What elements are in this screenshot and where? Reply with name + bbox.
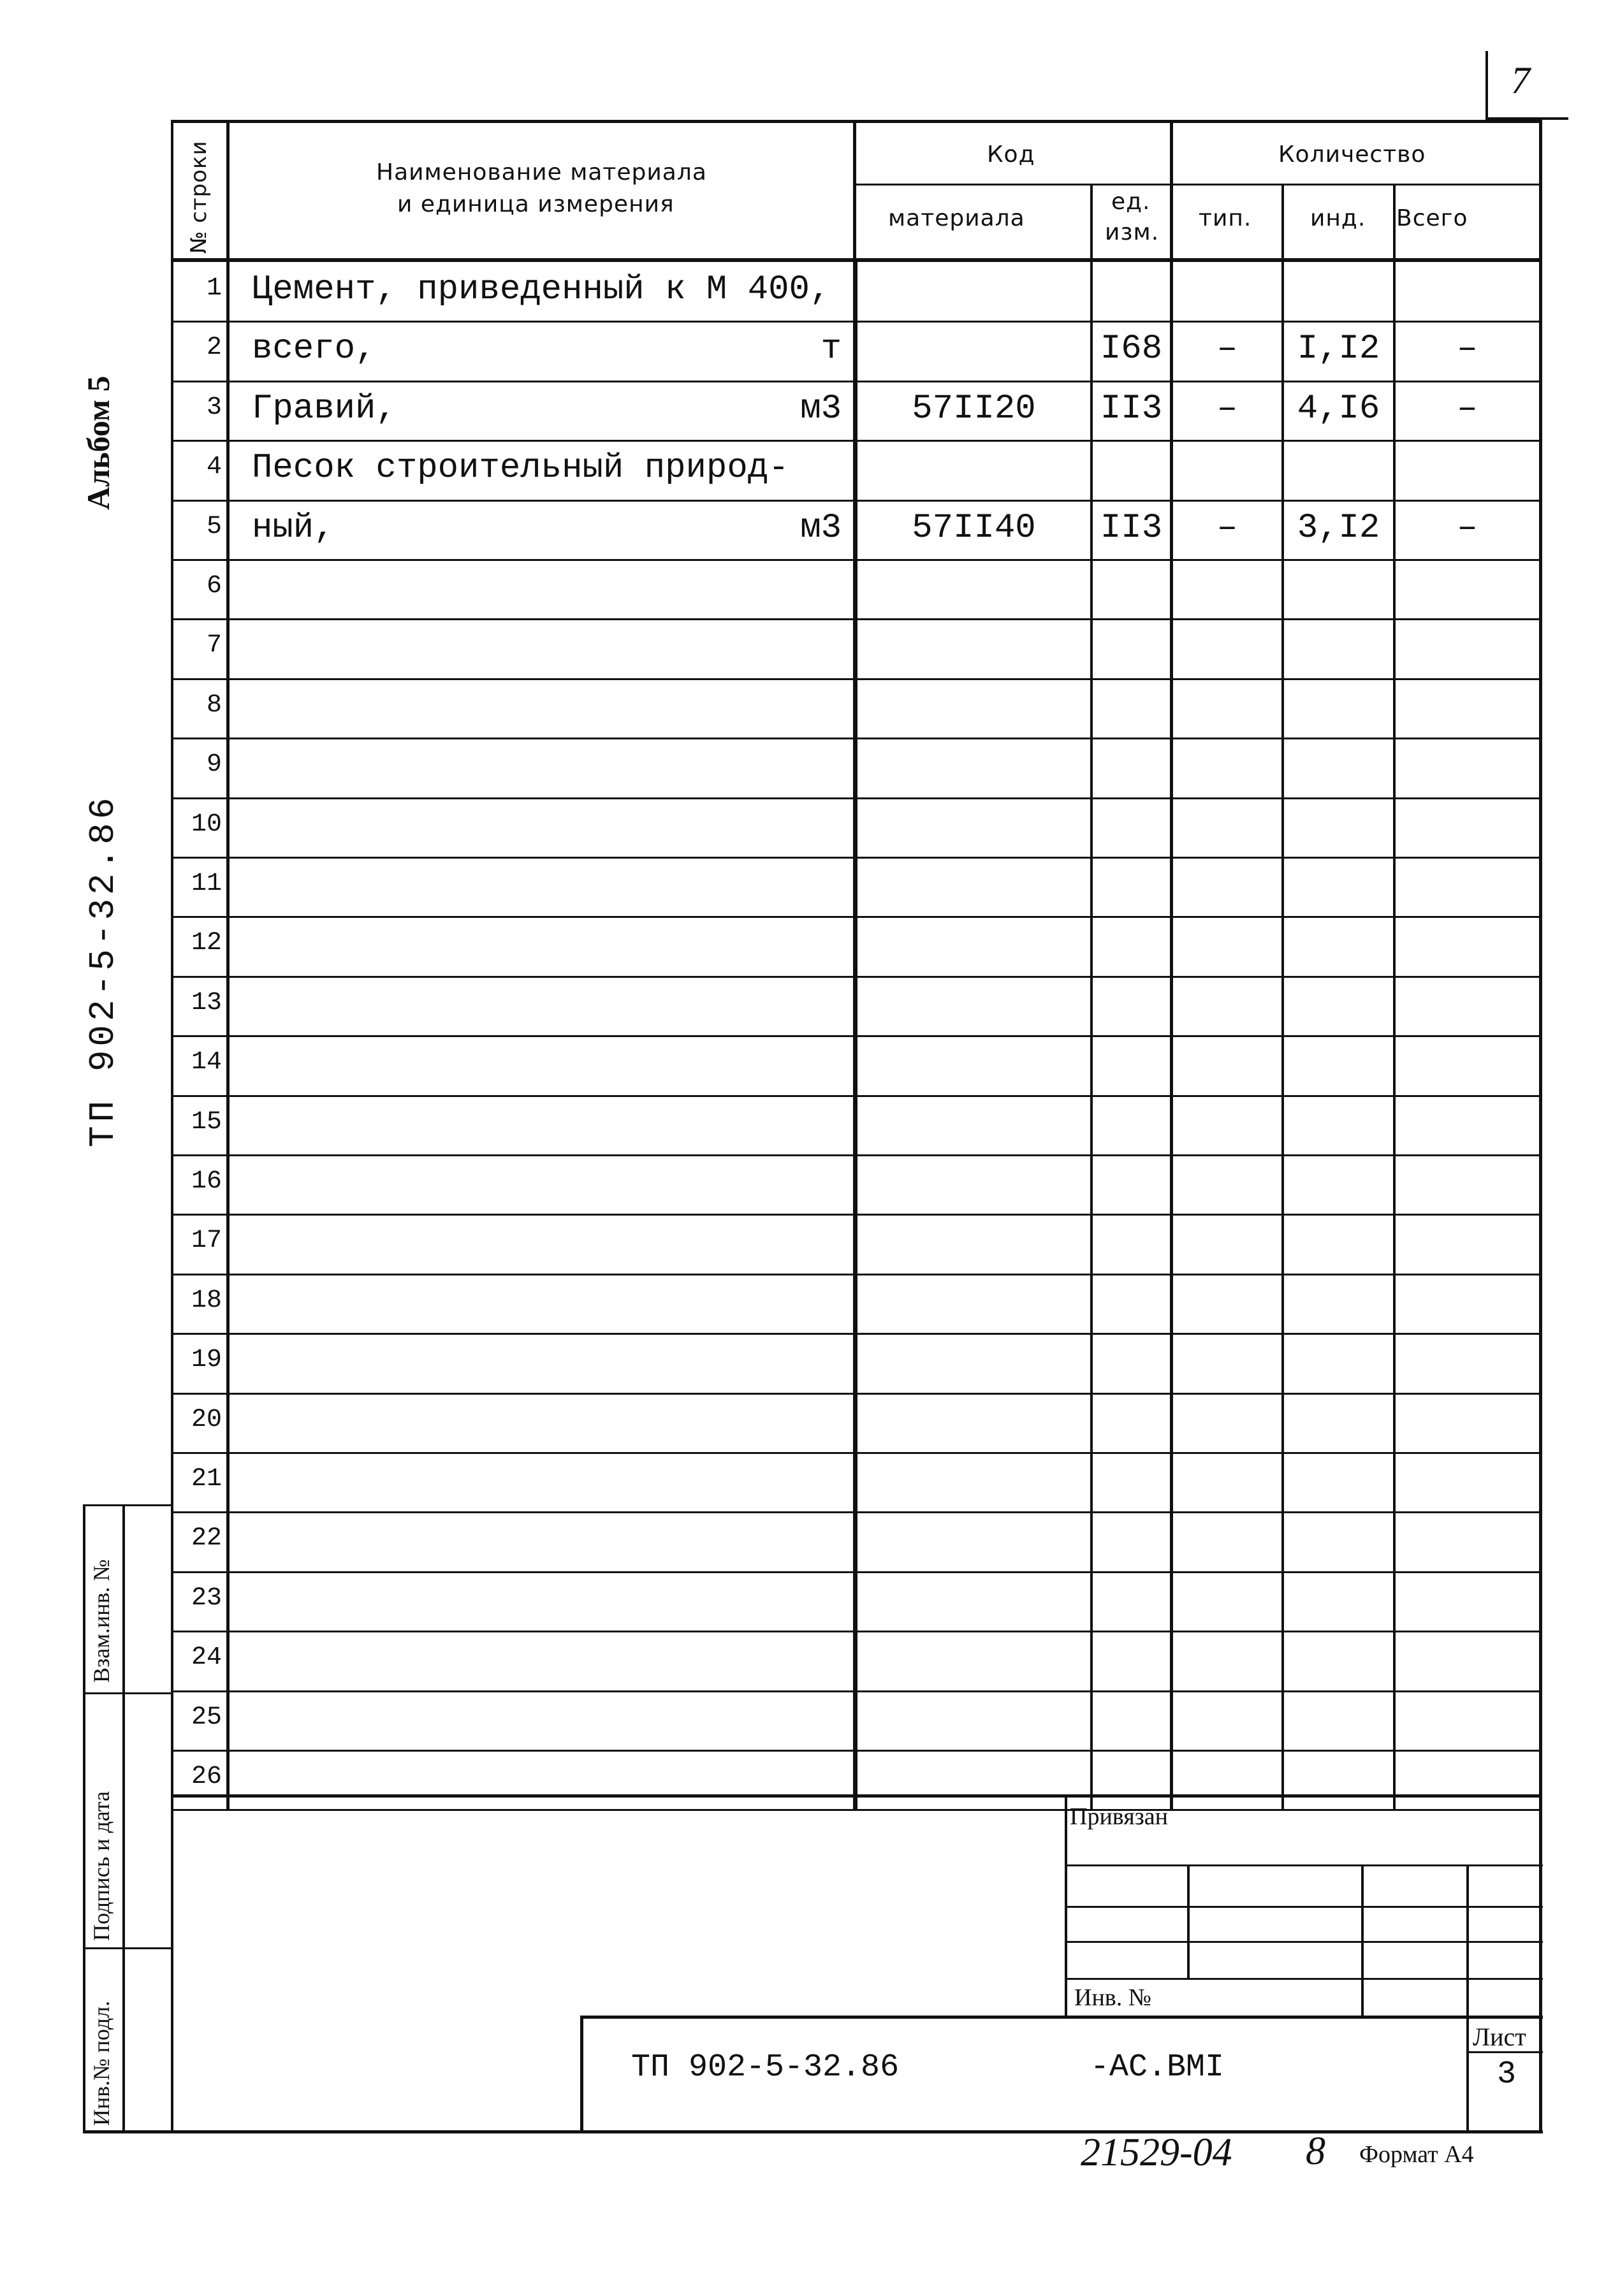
row-number: 13	[191, 989, 222, 1017]
header-code: Код	[987, 142, 1035, 168]
header-ind: инд.	[1310, 205, 1366, 231]
row-number: 5	[206, 512, 222, 541]
row-rule	[171, 381, 1542, 382]
row-number: 23	[191, 1584, 222, 1613]
cell-typ: –	[1216, 509, 1238, 548]
row-rule	[171, 1809, 1542, 1811]
row-number: 21	[191, 1465, 222, 1493]
row-rule	[171, 1750, 1542, 1752]
stamp-inv-no: Инв. №	[1074, 1984, 1151, 2011]
cell-unit: т	[821, 330, 842, 368]
row-rule	[171, 916, 1542, 918]
row-number: 10	[191, 810, 222, 839]
header-typ: тип.	[1199, 205, 1252, 231]
side-stamp-inv: Инв.№ подл.	[89, 2000, 114, 2126]
header-unit-code-1: ед.	[1111, 189, 1151, 215]
row-number: 2	[206, 333, 222, 362]
cell-total: –	[1457, 509, 1478, 548]
stamp-sheet-label: Лист	[1473, 2023, 1526, 2051]
page-number: 7	[1511, 59, 1530, 101]
row-number: 14	[191, 1048, 222, 1077]
stamp-designation-right: -АС.ВМI	[1090, 2049, 1225, 2086]
cell-typ: –	[1216, 330, 1238, 368]
row-number: 7	[206, 631, 222, 660]
cell-total: –	[1457, 389, 1478, 428]
row-rule	[171, 1333, 1542, 1335]
row-number: 3	[206, 393, 222, 422]
stamp-designation-left: ТП 902-5-32.86	[631, 2049, 900, 2086]
cell-unit-code: II3	[1100, 509, 1163, 548]
header-quantity: Количество	[1278, 142, 1426, 168]
header-total: Всего	[1396, 205, 1468, 231]
cell-name: Песок строительный природ-	[252, 449, 789, 488]
row-rule	[171, 1393, 1542, 1395]
row-rule	[171, 1452, 1542, 1454]
corner-rule-vertical	[1485, 51, 1488, 118]
cell-typ: –	[1216, 389, 1238, 428]
row-rule	[171, 857, 1542, 859]
row-rule	[171, 1631, 1542, 1632]
row-number: 19	[191, 1346, 222, 1374]
row-rule	[171, 797, 1542, 799]
row-rule	[171, 1571, 1542, 1573]
row-rule	[171, 321, 1542, 323]
row-number: 15	[191, 1108, 222, 1137]
cell-unit: м3	[800, 389, 842, 428]
album-label: Альбом 5	[80, 375, 116, 510]
row-number: 4	[206, 453, 222, 481]
row-rule	[171, 440, 1542, 442]
row-number: 20	[191, 1406, 222, 1434]
cell-material: 57II20	[912, 389, 1036, 428]
header-name-line2: и единица измерения	[397, 191, 675, 217]
row-rule	[171, 1035, 1542, 1037]
row-number: 24	[191, 1643, 222, 1672]
footer-copy-number: 8	[1306, 2130, 1325, 2173]
row-number: 12	[191, 929, 222, 957]
row-rule	[171, 737, 1542, 739]
row-number: 18	[191, 1286, 222, 1315]
row-number: 22	[191, 1524, 222, 1553]
stamp-privyazan: Привязан	[1070, 1803, 1168, 1830]
cell-total: –	[1457, 330, 1478, 368]
row-number: 25	[191, 1703, 222, 1732]
row-rule	[171, 1214, 1542, 1216]
row-number: 9	[206, 750, 222, 779]
footer-format: Формат А4	[1359, 2141, 1474, 2168]
cell-name: Цемент, приведенный к М 400,	[252, 270, 831, 309]
row-rule	[171, 678, 1542, 680]
cell-name: всего,	[252, 330, 376, 368]
row-rule	[171, 1095, 1542, 1097]
cell-unit-code: I68	[1100, 330, 1163, 368]
cell-unit: м3	[800, 509, 842, 548]
cell-ind: 3,I2	[1297, 509, 1380, 548]
row-number: 11	[191, 869, 222, 898]
row-rule	[171, 1154, 1542, 1156]
row-rule	[171, 1690, 1542, 1692]
cell-ind: I,I2	[1297, 330, 1380, 368]
cell-name: ный,	[252, 509, 335, 548]
row-rule	[171, 500, 1542, 502]
header-material: материала	[888, 205, 1025, 231]
row-rule	[171, 1511, 1542, 1513]
row-rule	[171, 976, 1542, 978]
side-stamp-vzam: Взам.инв. №	[89, 1559, 114, 1683]
header-name-line1: Наименование материала	[376, 159, 707, 185]
footer-handwritten-number: 21529-04	[1081, 2131, 1232, 2174]
cell-name: Гравий,	[252, 389, 397, 428]
header-row-number: № строки	[186, 140, 212, 254]
row-rule	[171, 1274, 1542, 1275]
row-number: 26	[191, 1762, 222, 1791]
row-rule	[171, 618, 1542, 620]
row-number: 17	[191, 1226, 222, 1255]
row-number: 6	[206, 572, 222, 600]
row-number: 1	[206, 274, 222, 303]
row-number: 8	[206, 691, 222, 720]
side-stamp-podpis: Подпись и дата	[89, 1791, 114, 1941]
project-side-label: ТП 902-5-32.86	[83, 794, 124, 1147]
row-rule	[171, 559, 1542, 561]
cell-ind: 4,I6	[1297, 389, 1380, 428]
stamp-sheet-number: 3	[1497, 2056, 1517, 2093]
cell-material: 57II40	[912, 509, 1036, 548]
header-unit-code-2: изм.	[1105, 219, 1160, 245]
row-number: 16	[191, 1167, 222, 1196]
cell-unit-code: II3	[1100, 389, 1163, 428]
